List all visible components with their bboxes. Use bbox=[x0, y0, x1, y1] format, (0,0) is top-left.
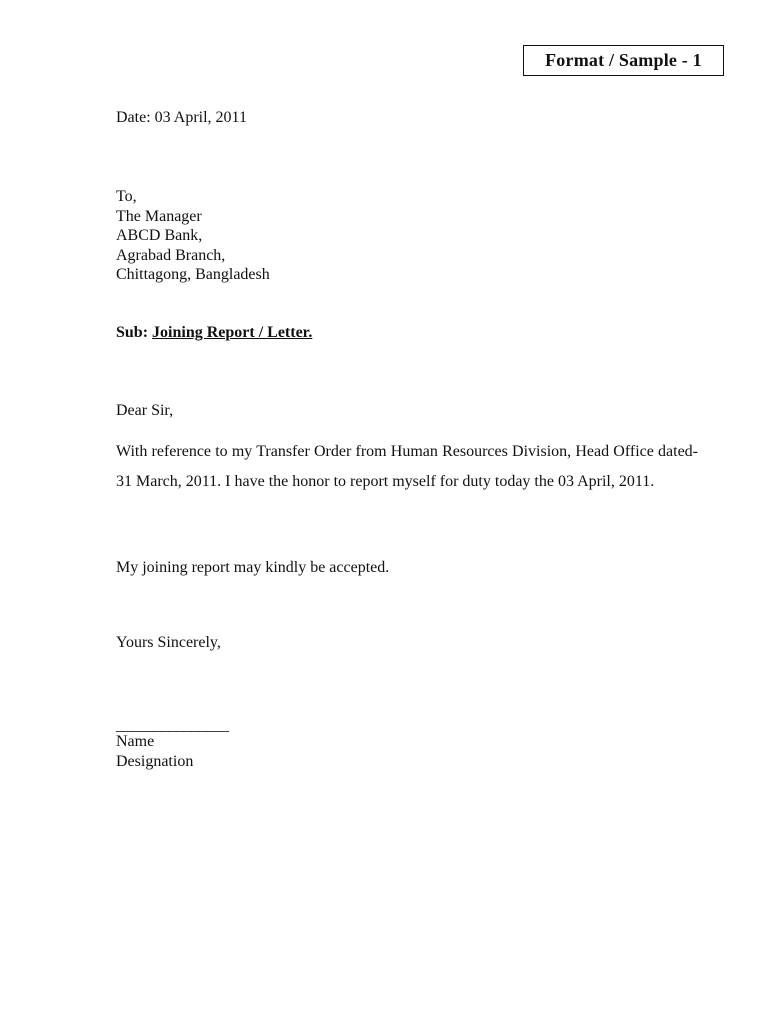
salutation: Dear Sir, bbox=[116, 402, 174, 419]
recipient-location: Chittagong, Bangladesh bbox=[116, 266, 270, 283]
letter-date: Date: 03 April, 2011 bbox=[116, 109, 247, 126]
signer-name: Name bbox=[116, 733, 155, 750]
signer-designation: Designation bbox=[116, 753, 194, 770]
subject-line bbox=[116, 323, 312, 342]
recipient-address bbox=[116, 187, 270, 285]
letter-body: With reference to my Transfer Order from Human Resources Division, Head Office dated- 31 March, 2011. I have the honor to report myself for duty today the 03 April, 2011. bbox=[116, 443, 698, 490]
recipient-title: The Manager bbox=[116, 207, 202, 225]
subject-text: Joining Report / Letter. bbox=[152, 324, 313, 341]
subject-prefix: Sub: bbox=[116, 324, 149, 341]
recipient-branch: Agrabad Branch, bbox=[116, 246, 226, 264]
format-sample-label bbox=[523, 45, 724, 76]
closing-note: My joining report may kindly be accepted. bbox=[116, 559, 390, 576]
format-sample-text: Format / Sample - 1 bbox=[545, 50, 702, 70]
signoff: Yours Sincerely, bbox=[116, 634, 221, 651]
recipient-org: ABCD Bank, bbox=[116, 227, 203, 244]
recipient-to: To, bbox=[116, 188, 137, 205]
signature-line: _______________ bbox=[116, 717, 229, 734]
